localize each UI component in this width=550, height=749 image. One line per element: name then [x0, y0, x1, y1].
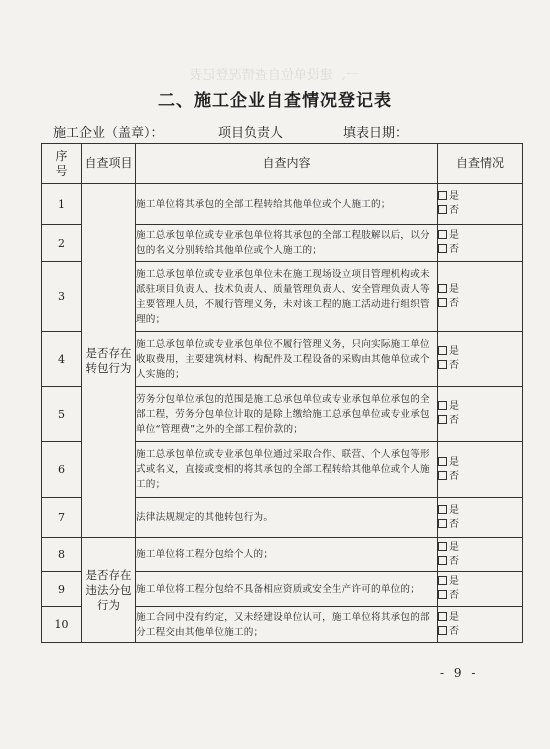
category-subcontract-transfer: 是否存在转包行为 — [82, 184, 136, 538]
yes-label: 是 — [449, 576, 459, 587]
yes-checkbox[interactable] — [438, 576, 447, 585]
status-cell — [438, 607, 523, 643]
row-content: 法律法规规定的其他转包行为。 — [136, 498, 438, 538]
header-status: 自查情况 — [438, 144, 523, 184]
no-checkbox[interactable] — [438, 415, 447, 424]
bleed-through-text: 一、建设单位自查情况登记表 — [190, 68, 360, 83]
status-cell — [438, 498, 523, 538]
no-label: 否 — [449, 360, 459, 371]
page-number: - 9 - — [440, 666, 479, 680]
yes-label: 是 — [449, 346, 459, 357]
no-checkbox[interactable] — [438, 360, 447, 369]
row-content: 施工单位将其承包的全部工程转给其他单位或个人施工的； — [136, 184, 438, 225]
no-label: 否 — [449, 625, 459, 637]
row-number: 8 — [42, 538, 82, 572]
yes-checkbox[interactable] — [438, 457, 447, 466]
row-number: 7 — [42, 498, 82, 538]
page-title: 二、施工企业自查情况登记表 — [158, 91, 392, 111]
row-content: 施工合同中没有约定，又未经建设单位认可，施工单位将其承包的部分工程交由其他单位施工的； — [136, 607, 438, 643]
row-content: 施工总承包单位或专业承包单位将其承包的全部工程肢解以后，以分包的名义分别转给其他单位或个人施工的； — [136, 225, 438, 262]
yes-checkbox[interactable] — [438, 284, 447, 293]
project-manager-label: 项目负责人 — [218, 126, 284, 141]
yes-label: 是 — [449, 456, 459, 468]
yes-checkbox[interactable] — [438, 346, 447, 355]
yes-label: 是 — [449, 191, 459, 202]
table-row — [42, 538, 523, 572]
yes-checkbox[interactable] — [438, 401, 447, 410]
status-cell — [438, 387, 523, 442]
no-checkbox[interactable] — [438, 471, 447, 480]
yes-checkbox[interactable] — [438, 612, 447, 621]
row-content: 施工单位将工程分包给个人的； — [136, 538, 438, 572]
row-content: 施工单位将工程分包给不具备相应资质或安全生产许可的单位的； — [136, 572, 438, 607]
row-number: 2 — [42, 225, 82, 262]
no-checkbox[interactable] — [438, 626, 447, 635]
yes-label: 是 — [449, 541, 459, 553]
header-no: 序号 — [42, 144, 82, 184]
yes-label: 是 — [449, 283, 459, 295]
no-label: 否 — [449, 518, 459, 530]
table-row — [42, 184, 523, 225]
row-number: 3 — [42, 262, 82, 332]
yes-checkbox[interactable] — [438, 542, 447, 551]
row-number: 10 — [42, 607, 82, 643]
row-content: 施工总承包单位或专业承包单位不履行管理义务，只向实际施工单位收取费用，主要建筑材料、构配件及工程设备的采购由其他单位或个人实施的； — [136, 332, 438, 387]
no-label: 否 — [449, 297, 459, 309]
header-content: 自查内容 — [136, 144, 438, 184]
row-content: 劳务分包单位承包的范围是施工总承包单位或专业承包单位承包的全部工程，劳务分包单位计取的是除上缴给施工总承包单位或专业承包单位“管理费”之外的全部工程价款的； — [136, 387, 438, 442]
no-label: 否 — [449, 470, 459, 482]
yes-checkbox[interactable] — [438, 505, 447, 514]
status-cell — [438, 184, 523, 225]
no-label: 否 — [449, 244, 459, 255]
row-number: 5 — [42, 387, 82, 442]
header-row — [42, 144, 523, 184]
yes-checkbox[interactable] — [438, 191, 447, 200]
yes-label: 是 — [449, 401, 459, 412]
company-seal-label: 施工企业（盖章）： — [53, 126, 164, 141]
category-illegal-subcontract: 是否存在违法分包行为 — [82, 538, 136, 643]
row-number: 6 — [42, 442, 82, 498]
yes-label: 是 — [449, 504, 459, 516]
no-label: 否 — [449, 415, 459, 426]
yes-checkbox[interactable] — [438, 230, 447, 239]
status-cell — [438, 572, 523, 607]
row-number: 1 — [42, 184, 82, 225]
no-checkbox[interactable] — [438, 590, 447, 599]
self-check-table — [41, 143, 523, 643]
row-number: 9 — [42, 572, 82, 607]
status-cell — [438, 225, 523, 262]
header-item: 自查项目 — [82, 144, 136, 184]
no-checkbox[interactable] — [438, 205, 447, 214]
no-label: 否 — [449, 555, 459, 567]
no-checkbox[interactable] — [438, 298, 447, 307]
yes-label: 是 — [449, 230, 459, 241]
yes-label: 是 — [449, 611, 459, 623]
status-cell — [438, 332, 523, 387]
row-number: 4 — [42, 332, 82, 387]
fill-date-label: 填表日期： — [343, 126, 409, 141]
no-checkbox[interactable] — [438, 244, 447, 253]
no-label: 否 — [449, 590, 459, 601]
row-content: 施工总承包单位或专业承包单位未在施工现场设立项目管理机构或未派驻项目负责人、技术负责人、质量管理负责人、安全管理负责人等主要管理人员，不履行管理义务，未对该工程的施工活动进行组织管理的； — [136, 262, 438, 332]
row-content: 施工总承包单位或专业承包单位通过采取合作、联营、个人承包等形式或名义，直接或变相的将其承包的全部工程转给其他单位或个人施工的； — [136, 442, 438, 498]
no-label: 否 — [449, 205, 459, 216]
status-cell — [438, 442, 523, 498]
status-cell — [438, 262, 523, 332]
no-checkbox[interactable] — [438, 519, 447, 528]
no-checkbox[interactable] — [438, 556, 447, 565]
status-cell — [438, 538, 523, 572]
